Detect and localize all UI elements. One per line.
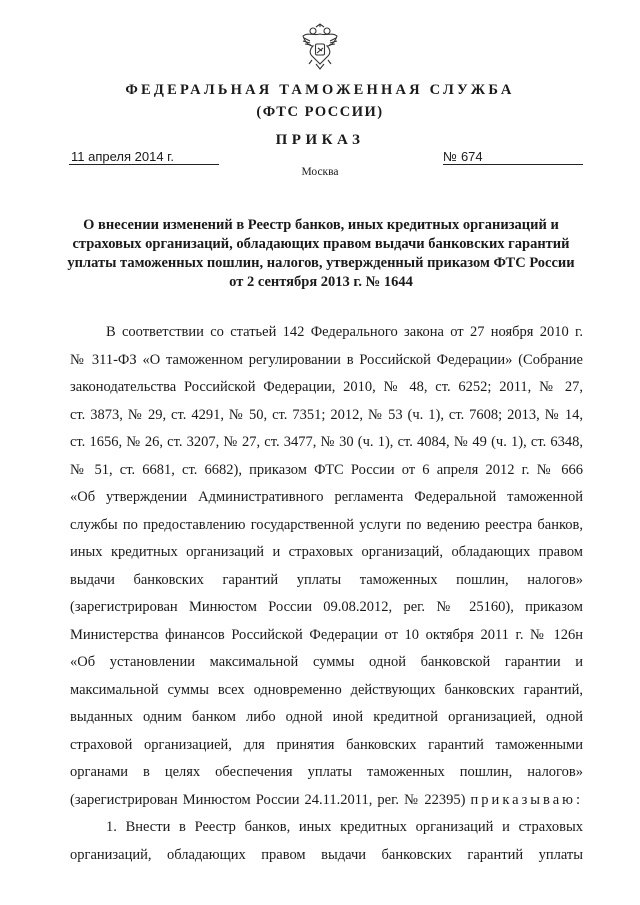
body-line: ст. 3873, № 29, ст. 4291, № 50, ст. 7351; 2012, № 53 (ч. 1), ст. 7608; 2013, № 14, bbox=[70, 406, 583, 423]
body-line: «Об установлении максимальной суммы одной банковской гарантии и bbox=[70, 654, 583, 670]
body-line: страховой организацией, для принятия банковских гарантий таможенными bbox=[70, 736, 583, 753]
coat-of-arms-icon bbox=[300, 22, 340, 72]
item-1-line: организаций, обладающих правом выдачи банковских гарантий уплаты bbox=[70, 846, 583, 863]
body-line: В соответствии со статьей 142 Федерального закона от 27 ноября 2010 г. bbox=[106, 324, 583, 340]
title-line: страховых организаций, обладающих правом выдачи банковских гарантий bbox=[72, 236, 570, 252]
body-line: ст. 1656, № 26, ст. 3207, № 27, ст. 3477, № 30 (ч. 1), ст. 4084, № 49 (ч. 1), ст. 6348, bbox=[70, 434, 583, 450]
order-body bbox=[70, 319, 583, 869]
document-type: ПРИКАЗ bbox=[275, 132, 365, 148]
body-line: службы по предоставлению государственной услуги по ведению реестра банков, bbox=[70, 516, 583, 533]
registration-note: (зарегистрирован Минюстом России 24.11.2011, рег. № 22395) bbox=[70, 791, 466, 808]
number-sign: № bbox=[443, 149, 457, 164]
agency-name: ФЕДЕРАЛЬНАЯ ТАМОЖЕННАЯ СЛУЖБА bbox=[125, 82, 515, 98]
title-line: О внесении изменений в Реестр банков, иных кредитных организаций и bbox=[83, 217, 559, 233]
city: Москва bbox=[301, 166, 339, 178]
title-line: уплаты таможенных пошлин, налогов, утвержденный приказом ФТС России bbox=[67, 255, 575, 271]
order-number-value: 674 bbox=[460, 149, 483, 164]
body-line: иных кредитных организаций и страховых организаций, обладающих правом bbox=[70, 544, 583, 560]
body-line bbox=[70, 787, 583, 815]
body-line: максимальной суммы всех одновременно действующих банковских гарантий, bbox=[70, 681, 583, 698]
order-number bbox=[443, 149, 583, 165]
body-line: «Об утверждении Административного регламента Федеральной таможенной bbox=[70, 489, 583, 505]
order-date: 11 апреля 2014 г. bbox=[69, 149, 219, 165]
body-line: Министерства финансов Российской Федерации от 10 октября 2011 г. № 126н bbox=[70, 626, 583, 643]
body-line: законодательства Российской Федерации, 2010, № 48, ст. 6252; 2011, № 27, bbox=[70, 379, 583, 395]
order-title bbox=[60, 216, 582, 292]
body-line: выдачи банковских гарантий уплаты таможенных пошлин, налогов» bbox=[70, 571, 583, 588]
agency-abbreviation: (ФТС РОССИИ) bbox=[256, 104, 384, 120]
title-line: от 2 сентября 2013 г. № 1644 bbox=[229, 274, 413, 290]
body-line: № 311-ФЗ «О таможенном регулировании в Российской Федерации» (Собрание bbox=[70, 351, 583, 368]
command-word: приказываю: bbox=[470, 791, 583, 808]
body-line: органами в целях обеспечения уплаты таможенных пошлин, налогов» bbox=[70, 764, 583, 780]
body-line: (зарегистрирован Минюстом России 09.08.2012, рег. № 25160), приказом bbox=[70, 599, 583, 615]
body-line: № 51, ст. 6681, ст. 6682), приказом ФТС России от 6 апреля 2012 г. № 666 bbox=[70, 461, 583, 478]
body-line: выданных одним банком либо одной иной кредитной организацией, одной bbox=[70, 709, 583, 725]
item-1-line: 1. Внести в Реестр банков, иных кредитных организаций и страховых bbox=[106, 819, 583, 835]
